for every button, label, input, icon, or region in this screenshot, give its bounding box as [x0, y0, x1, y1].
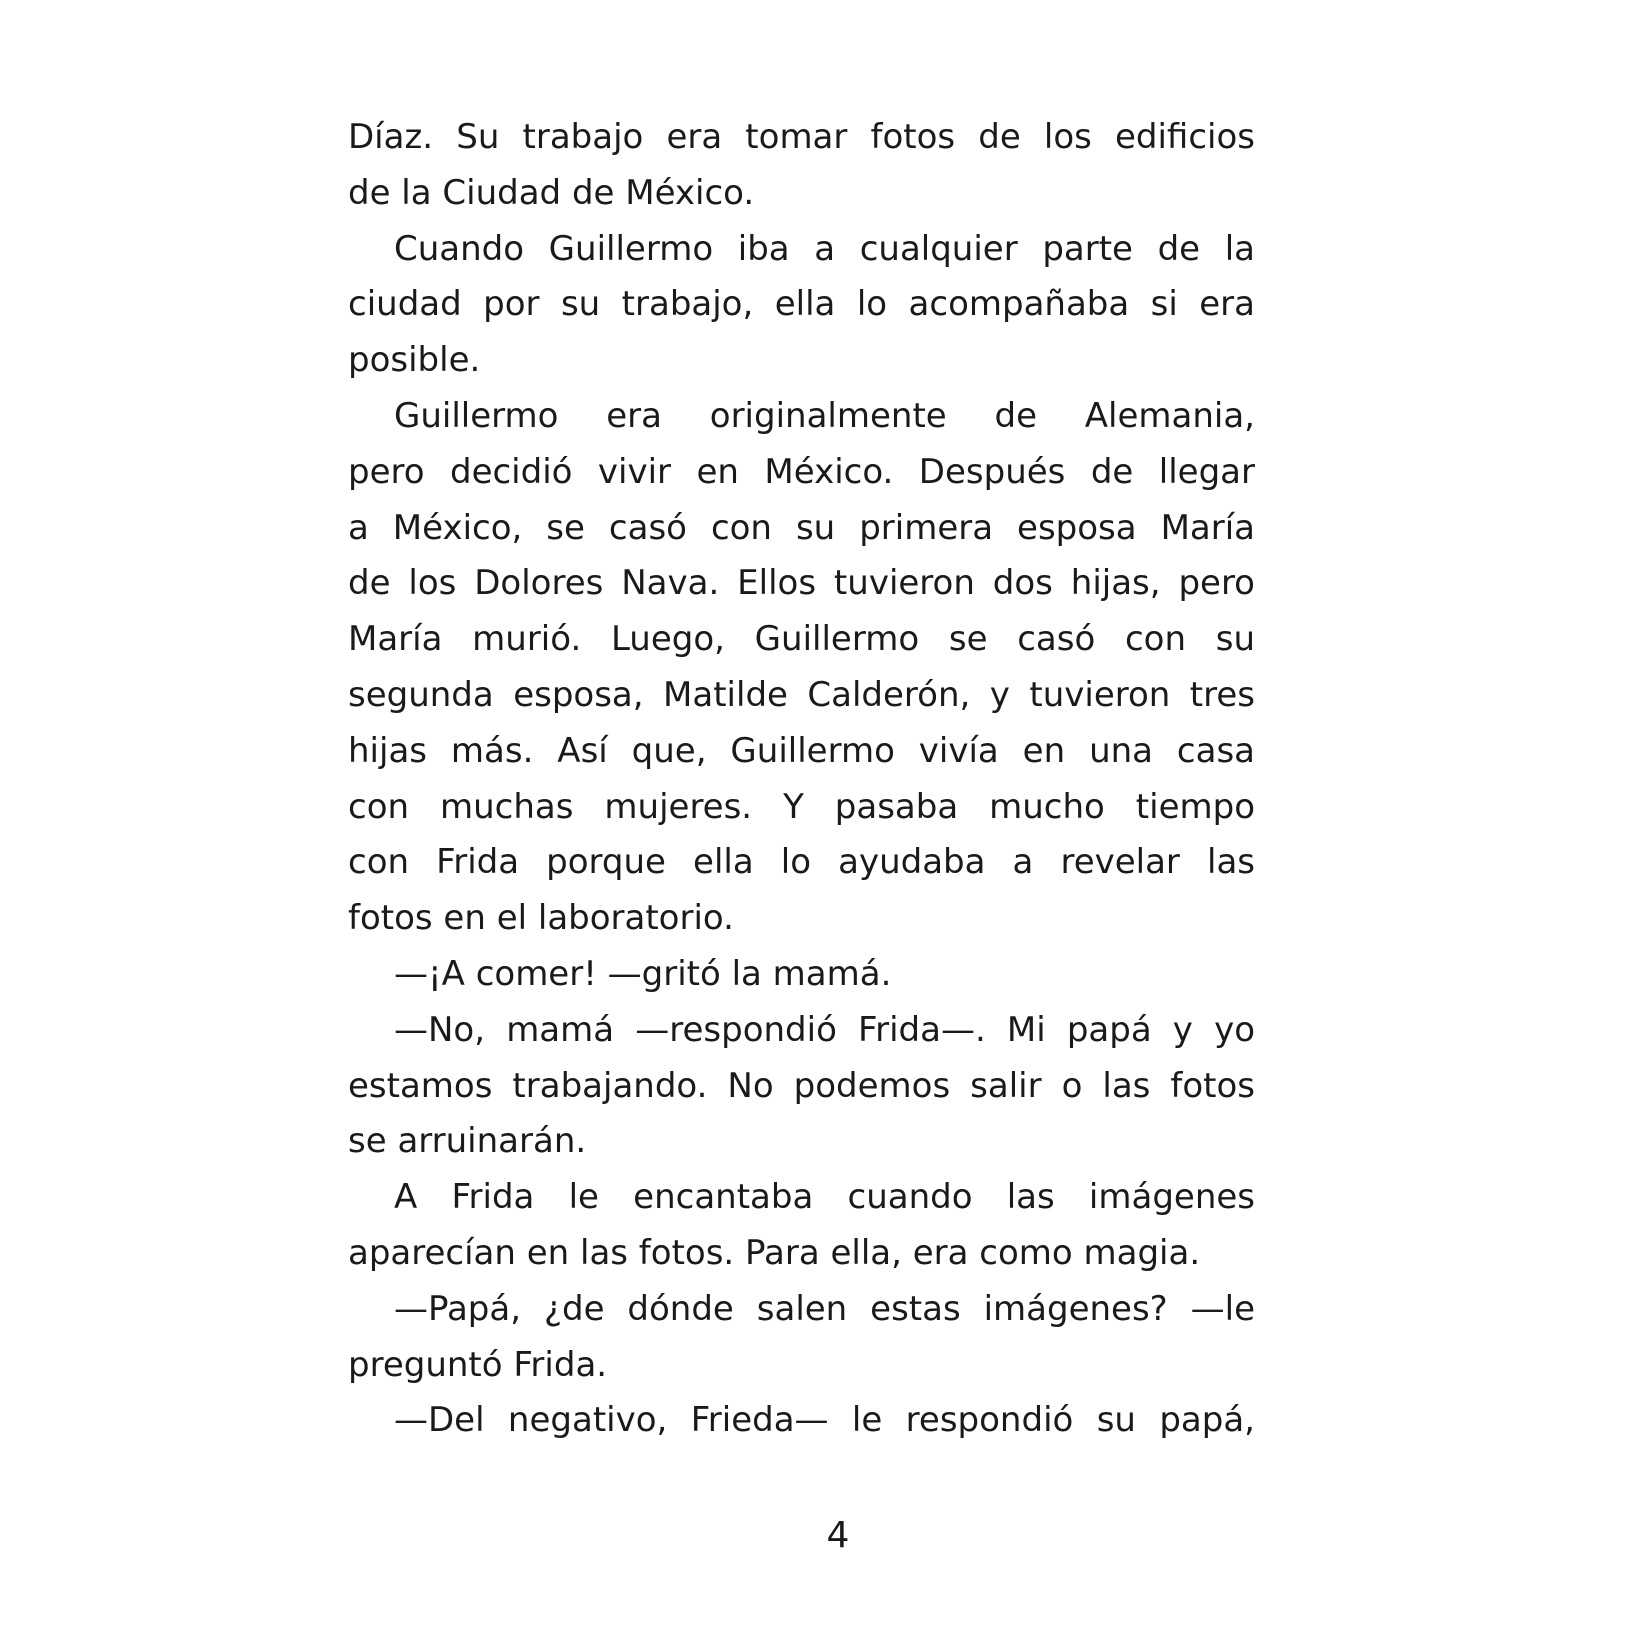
text-line: —¡A comer! —gritó la mamá.	[394, 953, 892, 994]
text-line: fotos en el laboratorio.	[348, 898, 734, 939]
text-line: con muchas mujeres. Y pasaba mucho tiempo	[348, 786, 1255, 827]
text-line: estamos trabajando. No podemos salir o las fotos	[348, 1065, 1255, 1106]
text-line: —Del negativo, Frieda— le respondió su papá,	[394, 1400, 1255, 1441]
text-line: con Frida porque ella lo ayudaba a revelar las	[348, 842, 1255, 883]
text-line: A Frida le encantaba cuando las imágenes	[394, 1177, 1255, 1218]
body-text	[348, 110, 1255, 1449]
text-line: hijas más. Así que, Guillermo vivía en una casa	[348, 730, 1255, 771]
text-line: Díaz. Su trabajo era tomar fotos de los edificios	[348, 117, 1255, 157]
text-line: segunda esposa, Matilde Calderón, y tuvieron tres	[348, 674, 1255, 715]
text-line: pero decidió vivir en México. Después de llegar	[348, 451, 1255, 492]
text-line: Cuando Guillermo iba a cualquier parte de la	[394, 228, 1255, 269]
text-line: Guillermo era originalmente de Alemania,	[394, 395, 1255, 436]
text-line: ciudad por su trabajo, ella lo acompañaba si era	[348, 284, 1255, 325]
text-line: posible.	[348, 340, 481, 381]
page-number: 4	[826, 1515, 850, 1556]
text-line: —Papá, ¿de dónde salen estas imágenes? —le	[394, 1288, 1255, 1329]
text-line: —No, mamá —respondió Frida—. Mi papá y yo	[394, 1009, 1255, 1050]
text-line: María murió. Luego, Guillermo se casó con su	[348, 619, 1255, 660]
text-line: de la Ciudad de México.	[348, 172, 755, 213]
text-line: de los Dolores Nava. Ellos tuvieron dos hijas, pero	[348, 563, 1255, 604]
text-line: se arruinarán.	[348, 1121, 587, 1162]
text-line: a México, se casó con su primera esposa María	[348, 507, 1255, 548]
text-line: aparecían en las fotos. Para ella, era como magia.	[348, 1232, 1201, 1273]
text-line: preguntó Frida.	[348, 1344, 608, 1385]
